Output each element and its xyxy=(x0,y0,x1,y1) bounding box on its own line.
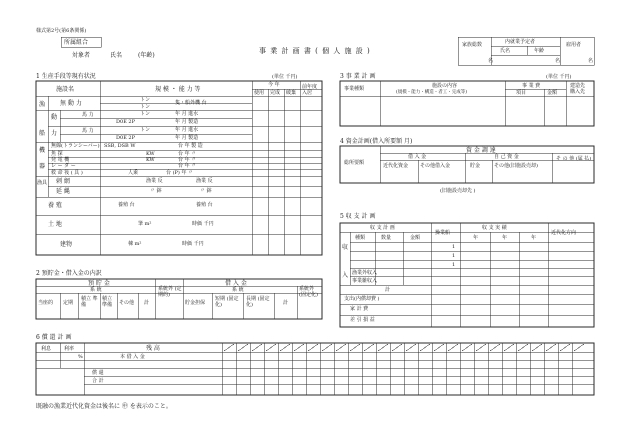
row-power: 無 動 力 xyxy=(60,100,82,107)
row-income-other: 漁業外収入 xyxy=(352,270,378,276)
col-item: 項目 xyxy=(516,90,527,96)
col-type: 事業種類 xyxy=(344,86,365,92)
col-bank: 系 統 xyxy=(90,287,102,293)
successor-label: 内就業予定者 xyxy=(505,39,536,45)
family-count-unit: 名 xyxy=(488,58,494,64)
successor-count-unit: 名 xyxy=(555,58,561,64)
row-building-spec2: 時価 千円 xyxy=(182,241,204,247)
col-species: 種類 xyxy=(355,235,366,241)
section3-title: 3 事 業 計 画 xyxy=(340,73,376,80)
row-g2: 延 縄 xyxy=(56,188,70,195)
col-short: 短期 (固定化) xyxy=(215,296,239,308)
row-m4-detail: 台 年 〃 xyxy=(178,163,197,169)
row-motor-detail: 年 月 進水 xyxy=(175,111,199,117)
row-aqua-spec: 養殖 台 xyxy=(118,202,135,208)
section5-title: 5 収 支 計 画 xyxy=(340,213,376,220)
section4-title: 4 資金計画(借入所要額 月) xyxy=(340,138,413,145)
row-m5-spec: 人乗 xyxy=(128,170,139,176)
row-building: 建物 xyxy=(60,241,73,248)
col-borrow: 借 入 金 xyxy=(225,280,247,287)
c3-savings: 貯金 xyxy=(470,163,481,169)
col-year3: 年 xyxy=(531,235,537,241)
row-m4: レ ー ダ ー xyxy=(51,163,76,169)
row-power2-label: 力 xyxy=(51,130,58,137)
row-m2-detail: 台 年 〃 xyxy=(178,151,197,157)
page-title: 事 業 計 画 書 ( 個 人 施 設 ) xyxy=(259,47,371,55)
footer-note: 既融の漁業近代化資金は後名に ㊥ を表示のこと。 xyxy=(36,403,172,410)
col-result: 収 支 実 績 xyxy=(482,225,507,231)
col-content: 施設の内容 xyxy=(432,83,458,89)
machine-label-1: 機 xyxy=(39,147,46,154)
col-amount: 金額 xyxy=(547,90,558,96)
employee-count-unit: 名 xyxy=(588,58,594,64)
row-total5: 計 xyxy=(385,287,391,293)
section2-title: 2 預貯金・借入金の内訳 xyxy=(36,270,102,277)
col-plan: 収 支 計 画 xyxy=(370,225,395,231)
c2-other-loan: その他借入金 xyxy=(420,163,451,169)
col-facility: 施設名 xyxy=(56,86,75,93)
age-label: (年齢) xyxy=(138,52,155,59)
row-power-ton2: トン xyxy=(140,104,151,110)
col-total2: 計 xyxy=(283,300,289,306)
col-used: 使用 xyxy=(254,90,265,96)
row-m1-detail: 台 年 製 造 xyxy=(178,143,203,149)
col-interest: 利息 xyxy=(41,346,52,352)
col-amount5: 金額 xyxy=(410,235,421,241)
form-id: 様式第2号(第6条関係) xyxy=(36,28,87,34)
section6-title: 6 償 還 計 画 xyxy=(36,334,72,341)
row-motor-ton: トン xyxy=(140,111,151,117)
row-power-detail: 隻・船外機 台 xyxy=(175,100,207,106)
row-aqua-spec2: 養殖 台 xyxy=(196,202,213,208)
col-other-funds: そ の 他 (属 払) xyxy=(556,156,592,162)
num3: 1 xyxy=(452,262,456,268)
row-total6: 合 計 xyxy=(92,378,104,384)
col-required: 総所要額 xyxy=(344,160,365,166)
col-outside2: 系統外 (固定化) xyxy=(299,286,318,298)
row-motor-detail2: 年 月 製造 xyxy=(175,119,199,125)
row-building-spec: 棟 m² xyxy=(128,241,142,247)
col-balance: 残 高 xyxy=(146,345,160,352)
row-power2-hp: 馬 力 xyxy=(82,128,94,134)
successor-name-label: 氏名 xyxy=(500,48,511,54)
row-m1: 無線(トランシーバー) xyxy=(51,143,100,149)
row-power2-ton: トン xyxy=(140,127,151,133)
col-current: 当座的 xyxy=(38,300,54,306)
row-motor-hp: 馬 力 xyxy=(82,112,94,118)
col-exchange: 積立 準備 xyxy=(102,296,113,308)
col-borrow: 借 入 金 xyxy=(408,154,427,160)
row-m3-spec: KW xyxy=(146,157,155,163)
row-g2-spec: 〃 鉢 xyxy=(150,188,162,194)
row-g1: 刺 網 xyxy=(56,178,70,185)
col-savings: 積立 準備 xyxy=(81,296,98,308)
section4-footnote: (旧施設売却先 ) xyxy=(440,188,476,194)
affiliation-label: 所属組合 xyxy=(64,39,89,46)
row-m1-spec: SSB, DSB W xyxy=(104,143,136,149)
row-motor-label: 動 xyxy=(51,114,58,121)
row-m5-detail: 台 (P) 年 〃 xyxy=(166,170,194,176)
num2: 1 xyxy=(452,253,456,259)
col-prev: 前年度 入居 xyxy=(302,84,318,96)
col-total: 計 xyxy=(144,300,150,306)
entry-char: 入 xyxy=(342,272,349,279)
row-g1-spec2: 漁業 反 xyxy=(196,178,213,184)
col-year2: 年 xyxy=(502,235,508,241)
row-g2-spec2: 〃 鉢 xyxy=(200,188,212,194)
row-land-spec2: 時価 千円 xyxy=(192,221,214,227)
row-m5: 救 命 筏 ( 具 ) xyxy=(51,170,83,176)
row-balance: 差 引 損 益 xyxy=(350,317,375,323)
employee-label: 雇用者 xyxy=(566,42,582,48)
vessel-label-2: 船 xyxy=(39,130,46,137)
col-year1: 年 xyxy=(473,235,479,241)
col-fisheries: 系 統 xyxy=(232,287,244,293)
pct-mark: % xyxy=(78,354,83,360)
num1: 1 xyxy=(452,244,456,250)
col-other: その他 xyxy=(119,300,135,306)
row-m3-detail: 台 年 〃 xyxy=(178,157,197,163)
col-rate: 利率 xyxy=(64,346,75,352)
col-repair: 破棄 xyxy=(286,90,297,96)
subject-label: 対象者 xyxy=(72,52,91,59)
col-cost: 事 業 費 xyxy=(522,83,541,89)
col-funds: 資 金 調 達 xyxy=(466,147,496,154)
col-fixed: 定期 xyxy=(63,300,74,306)
col-qty: 数量 xyxy=(381,235,392,241)
section3-unit: (単位 千円) xyxy=(546,74,572,80)
vessel-label-1: 漁 xyxy=(39,101,46,108)
row-power2-detail2: 年 月 製造 xyxy=(175,135,199,141)
col-long: 長期 (固定化) xyxy=(246,296,270,308)
machine-label-2: 器 xyxy=(39,163,46,170)
col-fish-vessel: 操業船 xyxy=(435,230,451,236)
successor-age-label: 年齢 xyxy=(534,48,545,54)
gear-label: 漁具 xyxy=(37,180,48,186)
row-m3: 発 電 機 xyxy=(51,157,70,163)
row-power-ton: トン xyxy=(140,97,151,103)
row-m2-spec: KW xyxy=(146,151,155,157)
col-current: 今 年 xyxy=(268,82,280,88)
col-spec: 規 模 ・ 能 力 等 xyxy=(155,86,201,93)
section1-title: 1 生産手段等現有状況 xyxy=(36,73,96,80)
col-loan-fund: 貯金担保 xyxy=(185,300,206,306)
col-self: 自 己 資 金 xyxy=(494,154,519,160)
name-label: 氏名 xyxy=(110,52,123,59)
col-builder: 建造先 購入先 xyxy=(570,83,586,95)
c4-old-sale: その他(旧施設売却) xyxy=(494,163,538,169)
row-land: 土 地 xyxy=(48,221,62,228)
section1-unit: (単位 千円) xyxy=(272,74,298,80)
row-power2-detail: 年 月 進水 xyxy=(175,127,199,133)
row-misc-income: 事業雑収入 xyxy=(352,278,378,284)
row-g1-spec: 漁業 反 xyxy=(146,178,163,184)
col-outside: 系統外 (定期的) xyxy=(158,286,182,298)
col-direction: 近代化方向 xyxy=(551,230,577,236)
row-house: 家 計 費 xyxy=(350,306,369,312)
row-aqua: 養 殖 xyxy=(48,202,62,209)
col-complete: 完成 xyxy=(270,90,281,96)
row-spend: 支出(内償却費 ) xyxy=(344,296,380,302)
col-content-sub: (規模・能力・構造・者工・完成等) xyxy=(396,90,468,95)
row-land-spec: 筆 m² xyxy=(138,221,152,227)
row-debt: 償 還 xyxy=(92,370,104,376)
row-m2: 魚 探 xyxy=(51,151,63,157)
row-power2-ton2: D0E 2P xyxy=(116,135,135,141)
row-loan: 本 借 入 金 xyxy=(120,354,145,360)
c1-modernization: 近代化資金 xyxy=(383,163,409,169)
income-char: 収 xyxy=(342,244,349,251)
col-deposit: 預 貯 金 xyxy=(88,280,110,287)
family-count-label: 家族総数 xyxy=(462,42,483,48)
row-motor-ton2: D0E 2P xyxy=(116,119,135,125)
